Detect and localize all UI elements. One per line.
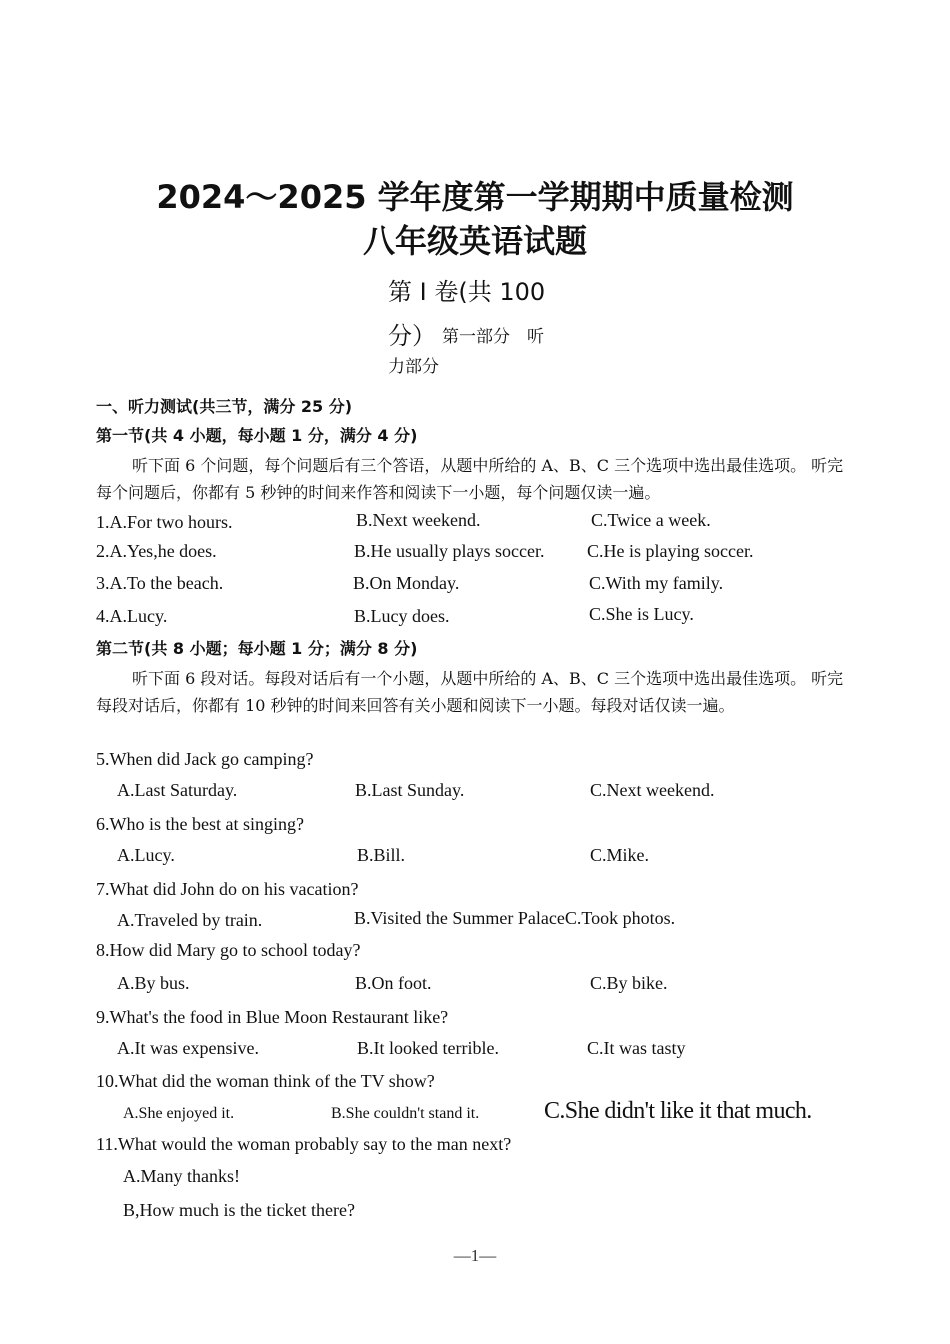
q4-option-c: C.She is Lucy. <box>589 604 694 624</box>
exam-title: 2024～2025 学年度第一学期期中质量检测 <box>156 178 794 216</box>
q7-option-b: B.Visited the Summer PalaceC.Took photos. <box>354 908 676 928</box>
q1-option-b: B.Next weekend. <box>356 510 481 530</box>
volume-label: 第 I 卷(共 100 <box>388 278 546 306</box>
q8-option-a: A.By bus. <box>117 973 190 993</box>
q10-option-c: C.She didn't like it that much. <box>544 1098 812 1124</box>
part-label-cont: 力部分 <box>388 357 439 377</box>
page-number: —1— <box>453 1246 497 1265</box>
section1-instructions: 听下面 6 个问题，每个问题后有三个答语，从题中所给的 A、B、C 三个选项中选出最佳选项。 听完每个问题后，你都有 5 秒钟的时间来作答和阅读下一小题，每个问题仅读一遍。 <box>96 456 844 502</box>
q1-option-c: C.Twice a week. <box>591 510 711 530</box>
q6-option-c: C.Mike. <box>590 845 650 865</box>
q3-option-b: B.On Monday. <box>353 573 460 593</box>
q7-option-a: A.Traveled by train. <box>117 910 263 930</box>
q10-question: 10.What did the woman think of the TV show? <box>96 1071 435 1091</box>
q9-option-c: C.It was tasty <box>587 1038 686 1058</box>
q1-option-a: 1.A.For two hours. <box>96 512 233 532</box>
section2-heading: 第二节(共 8 小题；每小题 1 分；满分 8 分) <box>96 639 418 658</box>
q5-option-a: A.Last Saturday. <box>117 780 238 800</box>
q6-option-b: B.Bill. <box>357 845 406 865</box>
q9-option-b: B.It looked terrible. <box>357 1038 499 1058</box>
q9-option-a: A.It was expensive. <box>117 1038 259 1058</box>
q5-question: 5.When did Jack go camping? <box>96 749 314 769</box>
q11-option-b: B,How much is the ticket there? <box>123 1200 355 1220</box>
q3-option-a: 3.A.To the beach. <box>96 573 224 593</box>
q7-question: 7.What did John do on his vacation? <box>96 879 359 899</box>
q5-option-b: B.Last Sunday. <box>355 780 465 800</box>
q6-option-a: A.Lucy. <box>117 845 175 865</box>
q3-option-c: C.With my family. <box>589 573 724 593</box>
q10-option-a: A.She enjoyed it. <box>123 1105 235 1122</box>
q2-option-a: 2.A.Yes,he does. <box>96 541 217 561</box>
q2-option-b: B.He usually plays soccer. <box>354 541 545 561</box>
section2-instructions: 听下面 6 段对话。每段对话后有一个小题，从题中所给的 A、B、C 三个选项中选出最佳选项。 听完每段对话后，你都有 10 秒钟的时间来回答有关小题和阅读下一小题。每段对话仅读一遍。 <box>96 669 844 715</box>
q5-option-c: C.Next weekend. <box>590 780 715 800</box>
q8-option-b: B.On foot. <box>355 973 432 993</box>
q6-question: 6.Who is the best at singing? <box>96 814 304 834</box>
part-label: 第一部分 听 <box>442 327 544 347</box>
q2-option-c: C.He is playing soccer. <box>587 541 754 561</box>
q8-option-c: C.By bike. <box>590 973 668 993</box>
exam-subtitle: 八年级英语试题 <box>362 222 587 260</box>
volume-label-cont: 分） <box>388 322 436 350</box>
q11-option-a: A.Many thanks! <box>123 1166 240 1186</box>
listening-heading: 一、听力测试(共三节，满分 25 分) <box>96 397 353 416</box>
q10-option-b: B.She couldn't stand it. <box>331 1105 480 1122</box>
q4-option-a: 4.A.Lucy. <box>96 606 168 626</box>
q8-question: 8.How did Mary go to school today? <box>96 940 361 960</box>
q9-question: 9.What's the food in Blue Moon Restaurant like? <box>96 1007 449 1027</box>
q11-question: 11.What would the woman probably say to the man next? <box>96 1134 512 1154</box>
section1-heading: 第一节(共 4 小题，每小题 1 分，满分 4 分) <box>96 426 418 445</box>
q4-option-b: B.Lucy does. <box>354 606 450 626</box>
